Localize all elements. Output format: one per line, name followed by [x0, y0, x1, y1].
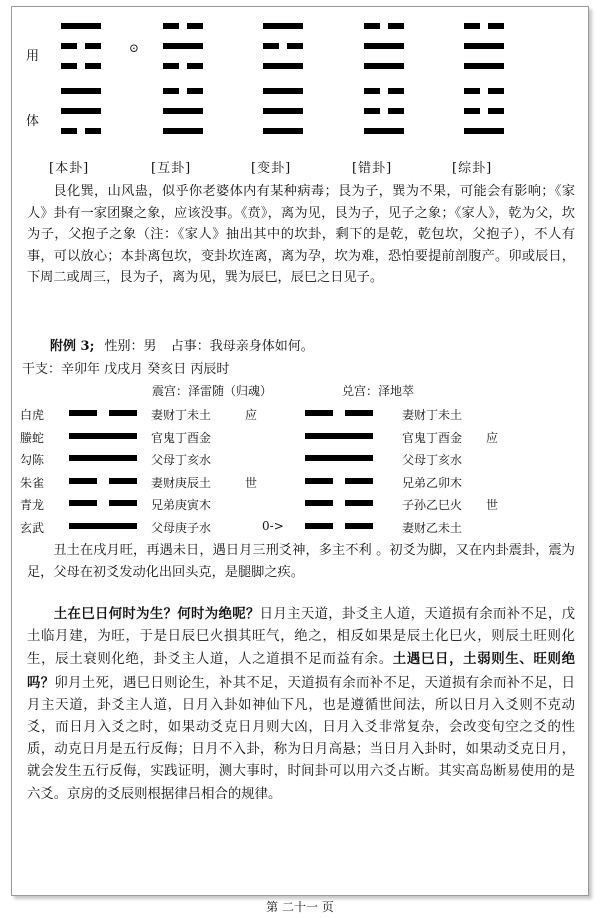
left-yang-line: [69, 455, 137, 461]
right-yao-text: 妻财丁未土: [402, 408, 463, 422]
right-yang-line: [305, 455, 373, 461]
hexagram-label: [变卦]: [251, 161, 292, 176]
yin-line: [61, 63, 101, 69]
marker-icon: ⊙: [129, 41, 140, 55]
hexagram-label: [互卦]: [151, 161, 192, 176]
right-yao-text: 兄弟乙卯木: [402, 475, 463, 490]
paragraph-3: [27, 603, 575, 806]
yao-row: [12, 450, 588, 472]
left-yin-line: [69, 500, 137, 506]
right-yang-line: [305, 433, 373, 439]
yang-line: [61, 23, 101, 29]
six-god-label: 青龙: [20, 498, 45, 513]
example-title: 附例 3;: [50, 339, 95, 354]
yang-line: [163, 108, 203, 114]
right-yao-text: 妻财乙未土: [402, 521, 463, 535]
yang-line: [364, 128, 404, 134]
moving-line-arrow: 0->: [262, 519, 284, 533]
yong-label: 用: [26, 49, 40, 64]
left-shi-ying-mark: 应: [245, 408, 258, 422]
yang-line: [263, 128, 303, 134]
six-god-label: 勾陈: [20, 453, 45, 468]
question-2: 土遇巳日，土弱则生、旺则绝吗？: [27, 651, 576, 691]
left-yao-text: 兄弟庚寅木: [151, 498, 212, 513]
yang-line: [263, 108, 303, 114]
example-header: [50, 335, 314, 354]
gender-value: 男: [143, 339, 157, 354]
yao-row: [12, 473, 588, 495]
yang-line: [263, 23, 303, 29]
ti-label: 体: [26, 114, 40, 129]
yin-line: [163, 63, 203, 69]
left-yin-line: [69, 478, 137, 484]
question-1: 土在巳日何时为生？何时为绝呢？: [53, 606, 260, 622]
yin-line: [163, 88, 203, 94]
right-yin-line: [305, 478, 373, 484]
right-shi-ying-mark: 应: [486, 430, 499, 445]
yang-line: [163, 43, 203, 49]
yao-row: [12, 405, 588, 427]
hexagram-label: [本卦]: [49, 161, 90, 176]
six-god-label: 朱雀: [20, 475, 45, 490]
yang-line: [163, 128, 203, 134]
left-gua-title: 震宫：泽雷随（归魂）: [152, 384, 273, 398]
right-yao-text: 官鬼丁酉金: [402, 430, 463, 445]
yang-line: [61, 88, 101, 94]
left-shi-ying-mark: 世: [245, 475, 258, 490]
right-yin-line: [305, 410, 373, 416]
right-yao-text: 父母丁亥水: [402, 453, 463, 468]
yin-line: [364, 108, 404, 114]
left-yin-line: [69, 410, 137, 416]
yao-row: [12, 428, 588, 450]
hexagram-label: [综卦]: [452, 161, 493, 176]
left-yang-line: [69, 433, 137, 439]
answer-1: 日月主天道，卦爻主人道，天道损有余而补不足，戊土临月建，为旺，于是日辰巳火損其旺气，绝之，相反如果是辰土化巳火，则辰土旺则化生，辰土衰则化绝，卦爻主人道，人之道損不足而益有余。: [27, 607, 576, 668]
yang-line: [464, 43, 504, 49]
ganzhi-line: 干支：辛卯年 戊戌月 癸亥日 丙辰时: [22, 362, 230, 377]
yang-line: [364, 43, 404, 49]
right-yao-text: 子孙乙巳火: [402, 498, 463, 513]
yin-line: [61, 43, 101, 49]
left-yao-text: 官鬼丁酉金: [151, 430, 212, 445]
left-yao-text: 父母丁亥水: [151, 453, 212, 468]
right-yin-line: [305, 523, 373, 529]
paragraph-2: 丑土在戌月旺，再遇未日，遇日月三刑爻神，多主不利 。初爻为脚，又在内卦震卦，震为足，父母在初爻发动化出回头克，是腿脚之疾。: [27, 543, 575, 580]
yang-line: [464, 128, 504, 134]
yin-line: [464, 108, 504, 114]
yang-line: [61, 108, 101, 114]
right-yin-line: [305, 500, 373, 506]
gender-label: 性别：: [104, 339, 144, 354]
right-gua-title: 兑宫：泽地萃: [342, 384, 415, 398]
right-shi-ying-mark: 世: [486, 498, 499, 513]
six-god-label: 白虎: [20, 408, 45, 422]
yang-line: [464, 63, 504, 69]
yin-line: [464, 88, 504, 94]
yin-line: [61, 128, 101, 134]
yin-line: [163, 23, 203, 29]
answer-2: 卯月土死，遇巳日则论生，补其不足，天道损有余而补不足，天道损有余而补不足，日月主天道，卦爻主人道，日月入卦如神仙下凡，也是遵循世间法，所以日月入爻则不克动爻，而日月入爻之时，如果动爻克日月则大凶，日月入爻非常复杂，会改变旬空之爻的性质，动克日月是五行反侮；日月不入卦，称为日月高悬；当日月入卦时，如果动爻克日月，就会发生五行反侮，实践证明，测大事时，时间卦可以用六爻占断。其实高岛断易使用的是六爻。京房的爻辰则根据律吕相合的规律。: [27, 675, 576, 802]
left-yang-line: [69, 523, 137, 529]
yao-row: [12, 518, 588, 540]
yin-line: [263, 43, 303, 49]
matter-label: 占事：: [170, 339, 210, 354]
six-god-label: 玄武: [20, 521, 45, 535]
matter-value: 我母亲身体如何。: [209, 339, 314, 354]
yang-line: [364, 63, 404, 69]
yin-line: [364, 23, 404, 29]
page-number: 第 二十一 页: [266, 900, 334, 914]
yang-line: [263, 88, 303, 94]
paragraph-1: 艮化巽，山风蛊，似乎你老婆体内有某种病毒；艮为子，巽为不果，可能会有影响；《家人》卦有一家团聚之象，应该没事。《贲》，离为见，艮为子，见子之象；《家人》，乾为父，坎为子，父抱子之象（注：《家人》抽出其中的坎卦，剩下的是乾，乾包坎，父抱子），不人有事，可以放心；本卦离包坎，变卦坎连离，离为孕，坎为难，恐怕要提前剖腹产。卯或辰日，下周二或周三，艮为子，离为见，巽为辰巳，辰巳之日见子。: [27, 184, 575, 286]
yang-line: [263, 63, 303, 69]
left-yao-text: 妻财庚辰土: [151, 475, 212, 490]
yin-line: [464, 23, 504, 29]
yin-line: [364, 88, 404, 94]
book-page: [11, 6, 589, 896]
left-yao-text: 妻财丁未土: [151, 408, 212, 422]
six-god-label: 螣蛇: [20, 430, 45, 445]
yao-row: [12, 495, 588, 517]
left-yao-text: 父母庚子水: [151, 521, 212, 535]
hexagram-label: [错卦]: [352, 161, 393, 176]
